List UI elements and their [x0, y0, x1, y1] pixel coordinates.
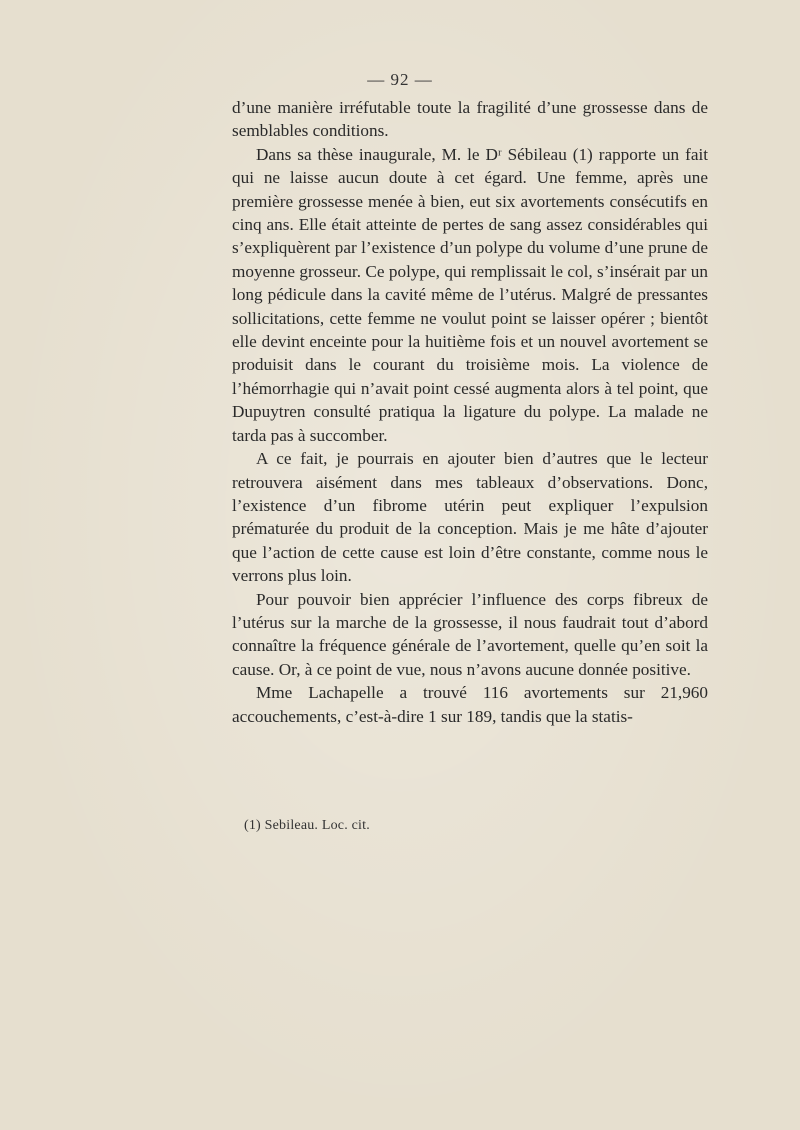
body-text	[232, 96, 708, 728]
paragraph-2: Dans sa thèse inaugurale, M. le Dʳ Sébileau (1) rapporte un fait qui ne laisse aucun doute à cet égard. Une femme, après une première grossesse menée à bien, eut six avortements consécutifs en cinq ans. Elle était atteinte de pertes de sang assez considérables qui s’expliquèrent par l’existence d’un polype du volume d’une prune de moyenne grosseur. Ce polype, qui remplissait le col, s’insérait par un long pédicule dans la cavité même de l’utérus. Malgré de pressantes sollicitations, cette femme ne voulut point se laisser opérer ; bientôt elle devint enceinte pour la huitième fois et un nouvel avortement se produisit dans le courant du troisième mois. La violence de l’hémorrhagie qui n’avait point cessé augmenta alors à tel point, que Dupuytren consulté pratiqua la ligature du polype. La malade ne tarda pas à succomber.	[232, 144, 708, 445]
footnote: (1) Sebileau. Loc. cit.	[244, 818, 370, 833]
paragraph-1: d’une manière irréfutable toute la fragilité d’une grossesse dans de semblables conditions.	[232, 98, 708, 141]
paragraph-5: Mme Lachapelle a trouvé 116 avortements sur 21,960 accouchements, c’est-à-dire 1 sur 189, tandis que la statis-	[232, 683, 708, 726]
page-number: — 92 —	[367, 70, 433, 89]
paragraph-3: A ce fait, je pourrais en ajouter bien d’autres que le lecteur retrouvera aisément dans mes tableaux d’observations. Donc, l’existence d’un fibrome utérin peut expliquer l’expulsion prématurée du produit de la conception. Mais je me hâte d’ajouter que l’action de cette cause est loin d’être constante, comme nous le verrons plus loin.	[232, 449, 708, 586]
paragraph-4: Pour pouvoir bien apprécier l’influence des corps fibreux de l’utérus sur la marche de la grossesse, il nous faudrait tout d’abord connaître la fréquence générale de l’avortement, quelle qu’en soit la cause. Or, à ce point de vue, nous n’avons aucune donnée positive.	[232, 589, 708, 679]
